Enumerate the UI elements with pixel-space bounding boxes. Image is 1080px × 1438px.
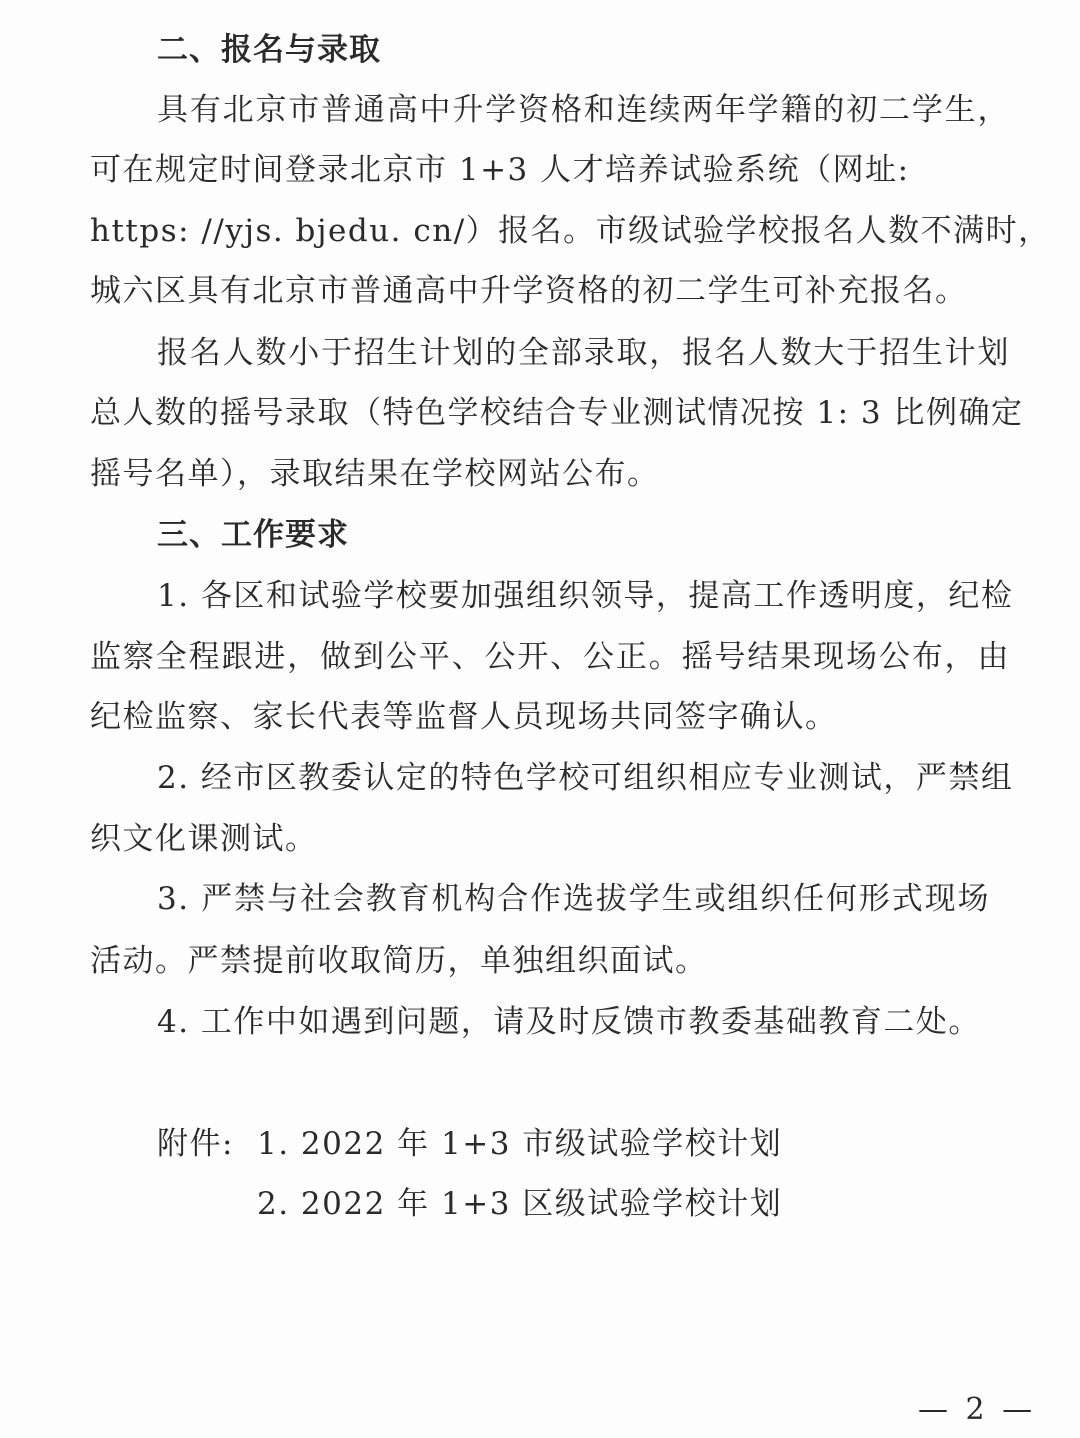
paragraph-line: 报名人数小于招生计划的全部录取，报名人数大于招生计划 [157, 335, 1010, 371]
list-item-line: 2. 经市区教委认定的特色学校可组织相应专业测试，严禁组 [157, 760, 1014, 796]
attachments-label: 附件: [157, 1126, 234, 1162]
page-number: — 2 — [918, 1392, 1037, 1427]
paragraph-line: 可在规定时间登录北京市 1+3 人才培养试验系统（网址: [90, 152, 910, 188]
section-heading-registration: 二、报名与录取 [157, 32, 381, 68]
paragraph-line: 具有北京市普通高中升学资格和连续两年学籍的初二学生， [157, 92, 1010, 128]
list-item-line: 纪检监察、家长代表等监督人员现场共同签字确认。 [90, 699, 838, 735]
list-item-line: 1. 各区和试验学校要加强组织领导，提高工作透明度，纪检 [157, 578, 1014, 614]
paragraph-line: 总人数的摇号录取（特色学校结合专业测试情况按 1: 3 比例确定 [90, 395, 1024, 431]
list-item-line: 监察全程跟进，做到公平、公开、公正。摇号结果现场公布，由 [90, 639, 1010, 675]
attachment-item: 2. 2022 年 1+3 区级试验学校计划 [257, 1186, 783, 1222]
list-item-line: 4. 工作中如遇到问题，请及时反馈市教委基础教育二处。 [157, 1004, 981, 1040]
list-item-line: 织文化课测试。 [90, 821, 318, 857]
attachment-item: 1. 2022 年 1+3 市级试验学校计划 [257, 1126, 783, 1162]
paragraph-line: https: //yjs. bjedu. cn/）报名。市级试验学校报名人数不满时， [90, 213, 1051, 249]
list-item-line: 3. 严禁与社会教育机构合作选拔学生或组织任何形式现场 [157, 881, 990, 917]
list-item-line: 活动。严禁提前收取简历，单独组织面试。 [90, 943, 708, 979]
section-heading-work-requirements: 三、工作要求 [157, 517, 349, 553]
paragraph-line: 摇号名单），录取结果在学校网站公布。 [90, 456, 660, 492]
paragraph-line: 城六区具有北京市普通高中升学资格的初二学生可补充报名。 [90, 273, 968, 309]
